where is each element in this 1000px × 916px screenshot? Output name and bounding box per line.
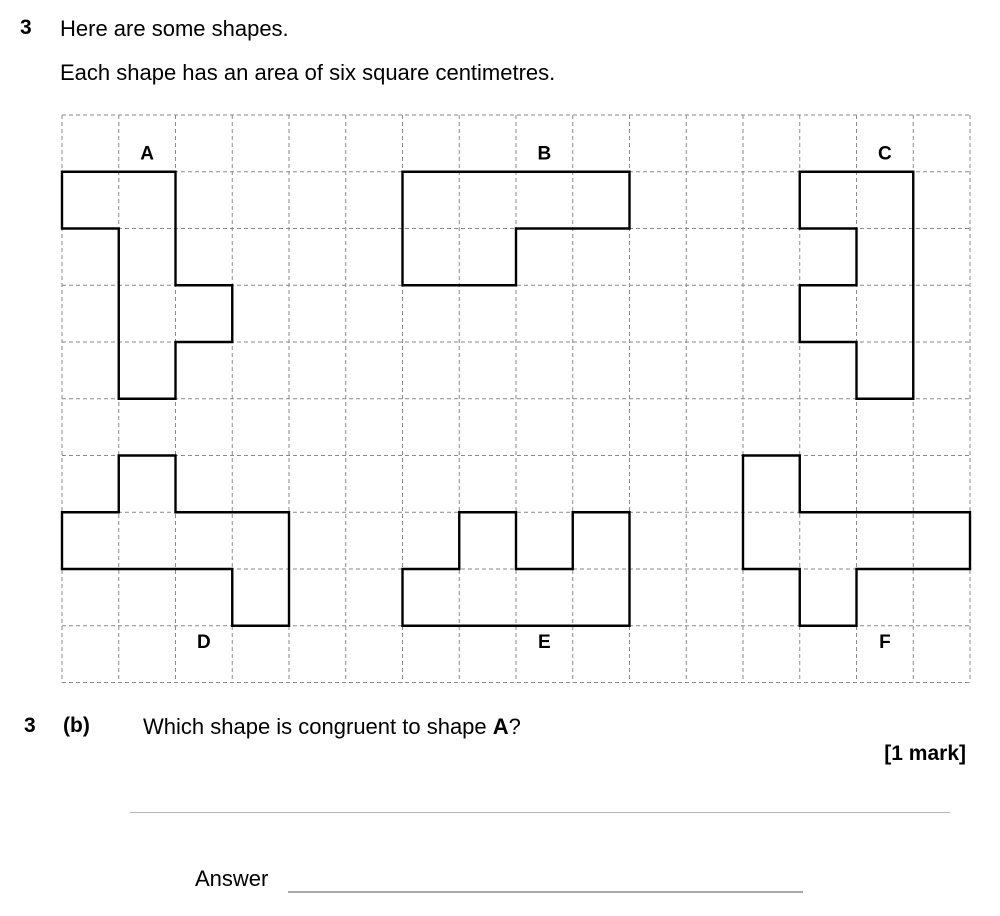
shape-label-a: A [140,143,154,165]
grid-lines [62,115,970,683]
part-b-question-shape: A [492,714,509,739]
question-intro-line-1: Here are some shapes. [60,16,289,41]
shape-label-e: E [538,631,551,653]
question-intro-line-2: Each shape has an area of six square centimetres. [60,60,556,85]
shape-label-b: B [537,143,552,165]
part-b-label: (b) [63,714,90,737]
part-b-question-prefix: Which shape is congruent to shape [143,714,493,739]
part-b-question-suffix: ? [508,714,521,739]
shape-label-d: D [197,631,211,653]
shape-label-c: C [878,143,892,165]
working-line [130,812,950,813]
marks-label: [1 mark] [884,742,966,765]
shape-label-f: F [879,631,891,653]
part-b-question-text [143,714,521,740]
answer-input-line[interactable] [288,891,803,893]
question-number: 3 [20,16,32,39]
part-b-question-number: 3 [24,714,36,737]
answer-label: Answer [195,866,269,891]
